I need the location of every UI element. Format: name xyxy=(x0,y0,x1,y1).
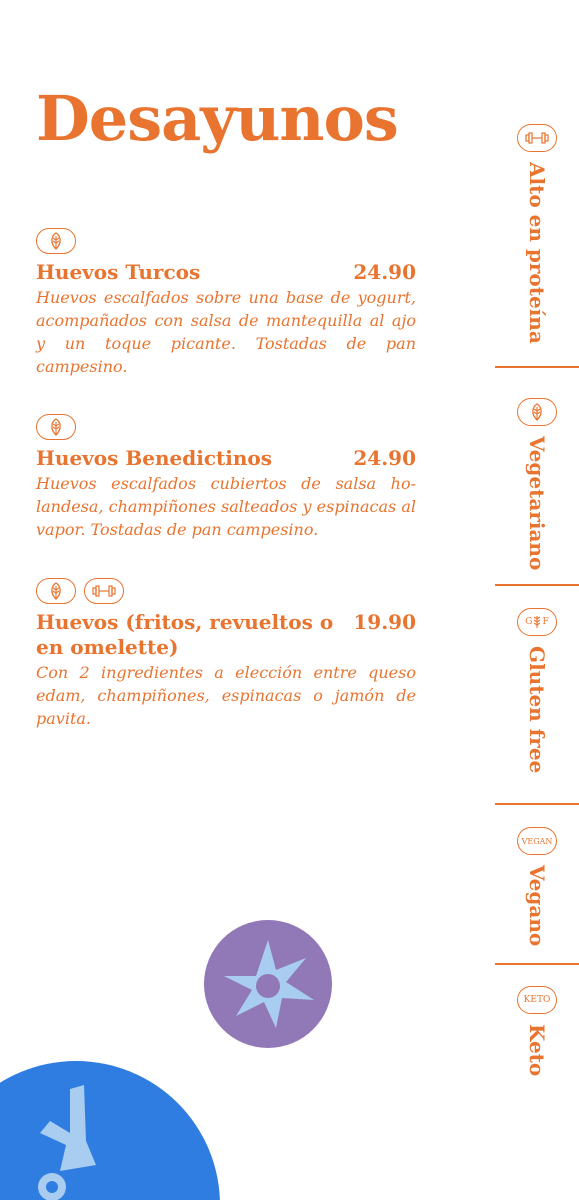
item-name: Huevos Benedictinos xyxy=(36,446,272,470)
gluten-free-letter-f: F xyxy=(542,617,549,627)
legend-label: Vegano xyxy=(525,865,549,947)
keto-icon: KETO xyxy=(517,986,557,1014)
legend-item-vegan xyxy=(495,827,579,946)
menu-item xyxy=(36,414,416,541)
legend-divider xyxy=(495,584,579,586)
legend-divider xyxy=(495,803,579,805)
vegetarian-icon xyxy=(36,414,76,440)
protein-icon xyxy=(517,124,557,152)
item-price: 19.90 xyxy=(353,610,416,634)
legend-divider xyxy=(495,963,579,965)
menu-item xyxy=(36,578,416,730)
page-title: Desayunos xyxy=(36,82,398,155)
legend-divider xyxy=(495,366,579,368)
vegetarian-icon xyxy=(36,578,76,604)
legend-label: Vegetariano xyxy=(525,436,549,571)
item-price: 24.90 xyxy=(353,260,416,284)
legend-item-protein xyxy=(495,124,579,344)
item-price: 24.90 xyxy=(353,446,416,470)
item-description: Huevos escalfados sobre una base de yogurt, acompañados con salsa de mantequilla al ajo y un toque picante. Tostadas de pan campesino. xyxy=(36,288,416,376)
legend-item-gluten-free xyxy=(495,608,579,773)
vegetarian-icon xyxy=(36,228,76,254)
decorative-blue-circle xyxy=(0,1055,222,1200)
decorative-purple-circle xyxy=(202,918,334,1050)
legend-item-vegetarian xyxy=(495,398,579,570)
item-badges xyxy=(36,228,416,254)
legend-item-keto xyxy=(495,986,579,1076)
item-badges xyxy=(36,414,416,440)
item-description: Con 2 ingredientes a elección entre queso edam, champiñones, espinacas o jamón de pavita. xyxy=(36,663,416,728)
item-name: Huevos Turcos xyxy=(36,260,201,284)
gluten-free-icon xyxy=(517,608,557,636)
item-badges xyxy=(36,578,416,604)
vegan-icon: VEGAN xyxy=(517,827,557,855)
wheat-icon xyxy=(532,615,542,629)
legend-label: Gluten free xyxy=(525,646,549,774)
gluten-free-letter-g: G xyxy=(525,617,533,627)
menu-item xyxy=(36,228,416,378)
protein-icon xyxy=(84,578,124,604)
item-description: Huevos escalfados cubiertos de salsa holandesa, champiñones salteados y espinacas al vapor. Tostadas de pan campesino. xyxy=(36,474,416,539)
item-name: Huevos (fritos, revueltos o en omelette) xyxy=(36,610,334,659)
legend-label: Alto en proteína xyxy=(525,162,549,344)
vegetarian-icon xyxy=(517,398,557,426)
legend-label: Keto xyxy=(525,1024,549,1077)
